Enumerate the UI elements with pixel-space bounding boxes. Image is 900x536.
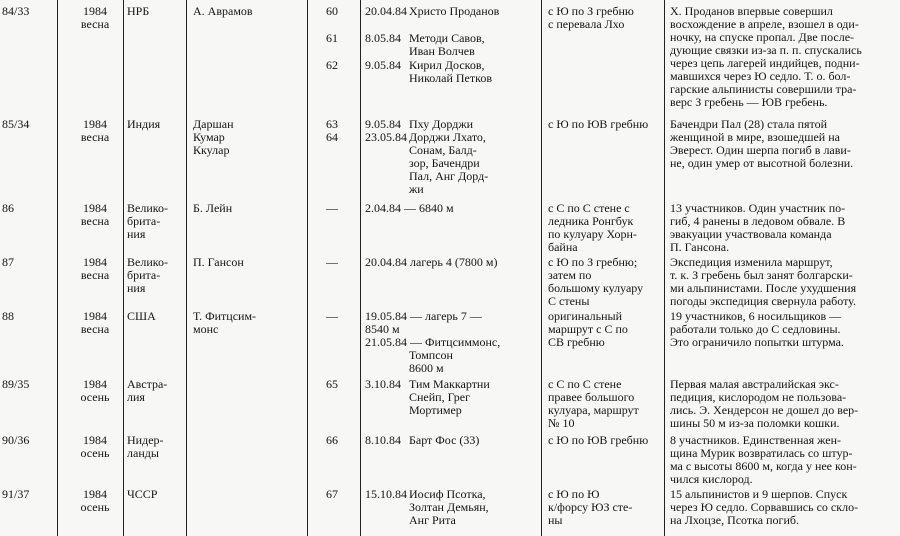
year-season: 1984 весна [80,117,110,144]
ascent-entry: 9.05.84 Кирил Досков, Николай Петков [365,58,493,85]
ascent-number: — [326,255,338,269]
expedition-number: 84/33 [2,4,30,18]
expedition-number: 90/36 [2,433,30,447]
ascent-entry: 8.10.84 Барт Фос (33) [365,433,480,447]
notes: 19 участников, 6 носильщиков — работали только до С седловины. Это ограничило попытки штурма. [670,309,844,349]
ascent-number: — [326,201,338,215]
notes: 8 участников. Единственная жен- щина Мурик возвратилась со штур- ма с высоты 8600 м, когда у нее кон- чился кислород. [670,433,857,486]
ascent-number: 65 [326,377,338,391]
country: Велико- брита- ния [127,201,168,241]
column-rule [307,0,308,536]
ascent-entry: 23.05.84 Дорджи Лхато, Сонам, Балд- зор, Бачендри Пал, Анг Дорд- жи [365,130,489,196]
notes: Первая малая австралийская экс- педиция, кислородом не пользова- лись. Э. Хендерсон не дошел до вер- шины 50 м из-за поломки кошки. [670,377,859,430]
route: с Ю по Ю к/форсу ЮЗ сте- ны [548,487,633,527]
year-season: 1984 осень [80,377,110,404]
ascent-number: 60 [326,4,338,18]
column-rule [360,0,361,536]
country: Австра- лия [127,377,168,404]
notes: 13 участников. Один участник по- гиб, 4 ранены в ледовом обвале. В эвакуации участвовала команда П. Гансона. [670,201,846,254]
route: с Ю по ЮВ гребню [548,117,649,131]
ascent-number: 66 [326,433,338,447]
notes: Экспедиция изменила маршрут, т. к. З гребень был занят болгарски- ми альпинистами. После ухудшения погоды экспедиция свернула работу. [670,255,857,308]
country: НРБ [127,4,150,18]
route: оригинальный маршрут с С по СВ гребню [548,309,628,349]
column-rule [123,0,124,536]
year-season: 1984 весна [80,4,110,31]
ascent-number: 63 [326,117,338,131]
leader: А. Аврамов [193,4,253,18]
country: Индия [127,117,161,131]
year-season: 1984 весна [80,201,110,228]
country: ЧССР [127,487,158,501]
progress-note: 19.05.84 — лагерь 7 — 8540 м 21.05.84 — Фитцсиммонс, Томпсон 8600 м [365,309,501,375]
route: с С по С стене с ледника Ронгбук по кулуару Хорн- байна [548,201,637,254]
route: с Ю по ЮВ гребню [548,433,649,447]
ascent-entry: 9.05.84 Пху Дорджи [365,117,474,131]
ascent-number: 67 [326,487,338,501]
year-season: 1984 весна [80,255,110,282]
ascent-entry: 3.10.84 Тим Маккартни Снейп, Грег Мортимер [365,377,490,417]
expedition-number: 88 [2,309,14,323]
year-season: 1984 весна [80,309,110,336]
leader: П. Гансон [193,255,244,269]
notes: 15 альпинистов и 9 шерпов. Спуск через Ю седло. Сорвавшись со скло- на Лхоцзе, Псотка погиб. [670,487,859,527]
progress-note: 2.04.84 — 6840 м [365,201,454,215]
ascent-entry: 20.04.84 Христо Проданов [365,4,500,18]
column-rule [664,0,665,536]
route: с С по С стене правее большого кулуара, маршрут № 10 [548,377,639,430]
route: с Ю по З гребню; затем по большому кулуару С стены [548,255,644,308]
ascent-entry: 15.10.84 Иосиф Псотка, Золтан Демьян, Анг Рита [365,487,489,527]
expedition-number: 91/37 [2,487,30,501]
expedition-number: 87 [2,255,14,269]
ascent-number: 61 [326,31,338,45]
column-rule [186,0,187,536]
year-season: 1984 осень [80,487,110,514]
country: Нидер- ланды [127,433,164,460]
notes: Х. Проданов впервые совершил восхождение в апреле, взошел в оди- ночку, на спуске пропал. Две послe- дующие связки из-за п. п. спускались через цепь лагерей индийцев, подни- мавшихся через Ю седло. Т. о. бол- гарские альпинисты совершили тра- верс З гребень — ЮВ гребень. [670,4,862,109]
leader: Даршан Кумар Ккулар [193,117,234,157]
leader: Б. Лейн [193,201,233,215]
expedition-number: 89/35 [2,377,30,391]
expedition-number: 86 [2,201,14,215]
expedition-number: 85/34 [2,117,30,131]
country: Велико- брита- ния [127,255,168,295]
leader: Т. Фитцсим- монс [193,309,257,336]
ascent-number: 64 [326,130,338,144]
ascent-entry: 8.05.84 Методи Савов, Иван Волчев [365,31,485,58]
column-rule [57,0,58,536]
notes: Бачендри Пал (28) стала пятой женщиной в мире, взошедшей на Эверест. Один шерпа погиб в лави- не, один умер от высотной болезни. [670,117,854,170]
progress-note: 20.04.84 лагерь 4 (7800 м) [365,255,498,269]
column-rule [541,0,542,536]
ascent-number: — [326,309,338,323]
year-season: 1984 осень [80,433,110,460]
country: США [127,309,156,323]
ascent-number: 62 [326,58,338,72]
route: с Ю по З гребню с перевала Лхо [548,4,634,31]
